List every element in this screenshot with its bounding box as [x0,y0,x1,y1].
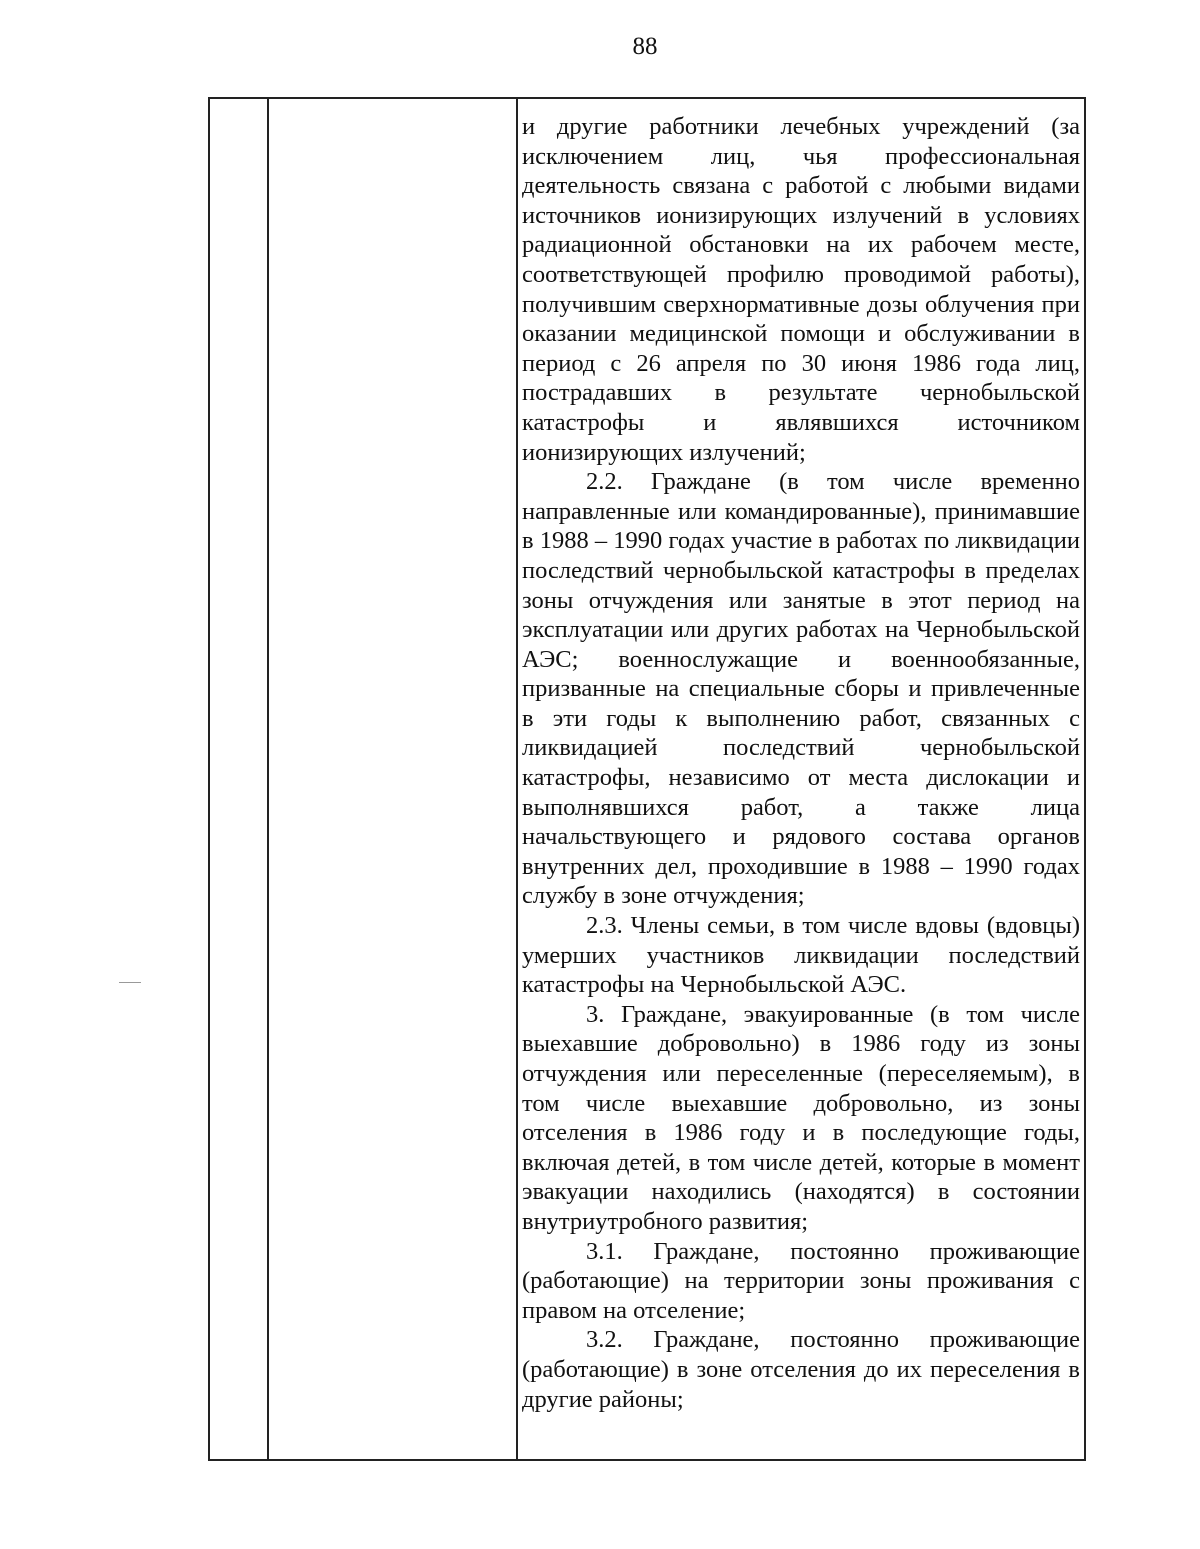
column-divider-1 [267,99,269,1459]
column-divider-2 [516,99,518,1459]
paragraph-3: 3. Граждане, эвакуированные (в том числе выехавшие добровольно) в 1986 году из зоны отчуждения или переселенные (переселяемым), в том числе выехавшие добровольно, из зоны отселения в 1986 году и в последующие годы, включая детей, в том числе детей, которые в момент эвакуации находились (находятся) в состоянии внутриутробного развития; [522,1000,1080,1235]
paragraph-2-2: 2.2. Граждане (в том числе временно направленные или командированные), принимавшие в 1988 – 1990 годах участие в работах по ликвидации последствий чернобыльской катастрофы в пределах зоны отчуждения или занятые в этот период на эксплуатации или других работах на Чернобыльской АЭС; военнослужащие и военнообязанные, призванные на специальные сборы и привлеченные в эти годы к выполнению работ, связанных с ликвидацией последствий чернобыльской катастрофы, независимо от места дислокации и выполнявшихся работ, а также лица начальствующего и рядового состава органов внутренних дел, проходившие в 1988 – 1990 годах службу в зоне отчуждения; [522,468,1080,910]
paragraph-3-1: 3.1. Граждане, постоянно проживающие (работающие) на территории зоны проживания с правом на отселение; [522,1237,1080,1324]
document-table [208,97,1086,1461]
page-number: 88 [632,33,658,60]
table-text-cell [522,112,1080,1414]
paragraph-3-2: 3.2. Граждане, постоянно проживающие (работающие) в зоне отселения до их переселения в другие районы; [522,1326,1080,1413]
paragraph-continuation: и другие работники лечебных учреждений (за исключением лиц, чья профессиональная деятельность связана с работой с любыми видами источников ионизирующих излучений в условиях радиационной обстановки на их рабочем месте, соответствующей профилю проводимой работы), получившим сверхнормативные дозы облучения при оказании медицинской помощи и обслуживании в период с 26 апреля по 30 июня 1986 года лиц, пострадавших в результате чернобыльской катастрофы и являвшихся источником ионизирующих излучений; [522,113,1080,466]
paragraph-2-3: 2.3. Члены семьи, в том числе вдовы (вдовцы) умерших участников ликвидации последствий катастрофы на Чернобыльской АЭС. [522,912,1080,999]
margin-mark [119,982,141,983]
